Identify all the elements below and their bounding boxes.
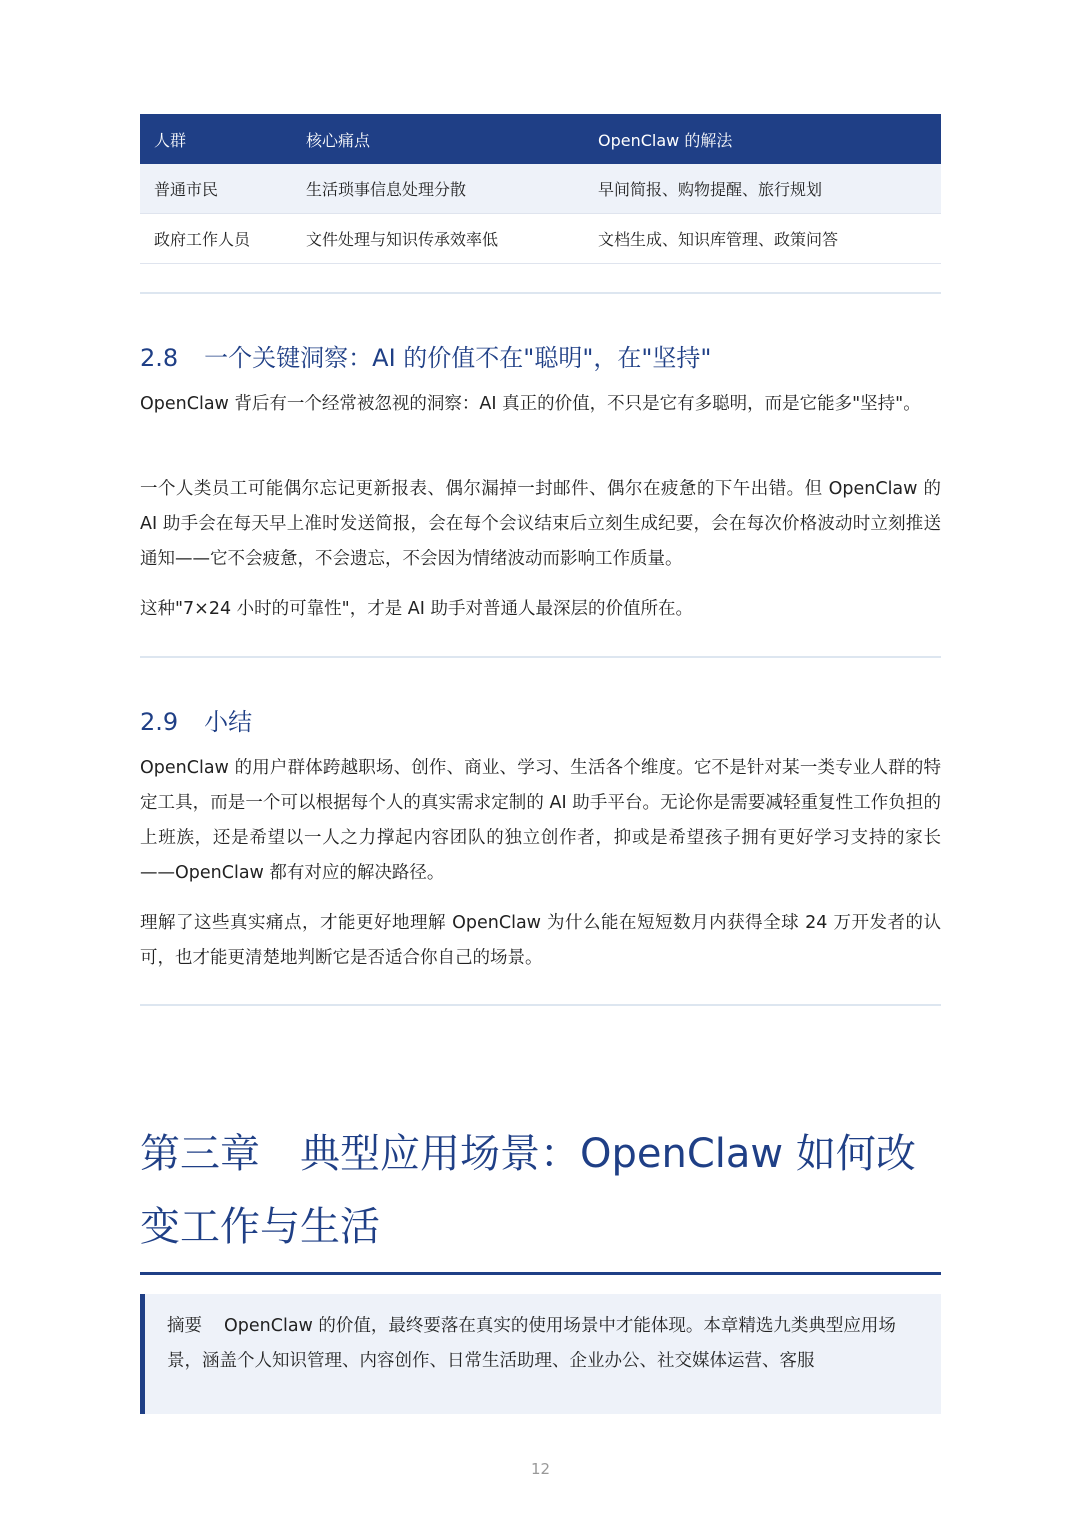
paragraph: OpenClaw 的用户群体跨越职场、创作、商业、学习、生活各个维度。它不是针对某一类专业人群的特定工具，而是一个可以根据每个人的真实需求定制的 AI 助手平台。无论你是需要减轻重复性工作负担的上班族，还是希望以一人之力撑起内容团队的独立创作者，抑或是希望孩子拥有更好学习支持的家长——OpenClaw 都有对应的解决路径。: [140, 758, 941, 883]
section-heading-2-9: [140, 702, 252, 737]
section-title: 一个关键洞察：AI 的价值不在"聪明"，在"坚持": [204, 344, 712, 372]
abstract-label: 摘要: [167, 1316, 202, 1336]
section-divider: [140, 1004, 941, 1006]
page-number: 12: [530, 1460, 551, 1478]
paragraph: OpenClaw 背后有一个经常被忽视的洞察：AI 真正的价值，不只是它有多聪明，而是它能多"坚持"。: [140, 394, 921, 414]
table-cell: 文件处理与知识传承效率低: [306, 230, 499, 249]
table-cell: 文档生成、知识库管理、政策问答: [598, 230, 839, 249]
chapter-heading: [140, 1118, 941, 1264]
section-heading-2-8: [140, 338, 711, 373]
table-header-row: [140, 114, 941, 164]
chapter-rule: [140, 1272, 941, 1275]
section-title: 小结: [204, 708, 253, 736]
table-header-cell: 人群: [154, 130, 187, 150]
abstract-box: [140, 1294, 941, 1414]
section-number: 2.9: [140, 708, 179, 736]
chapter-number: 第三章: [140, 1131, 260, 1177]
chapter-title: 典型应用场景：OpenClaw 如何改变工作与生活: [140, 1131, 916, 1250]
section-number: 2.8: [140, 344, 179, 372]
paragraph: 这种"7×24 小时的可靠性"，才是 AI 助手对普通人最深层的价值所在。: [140, 599, 693, 619]
table-header-cell: 核心痛点: [306, 130, 371, 150]
table-header-cell: OpenClaw 的解法: [598, 130, 733, 150]
table-cell: 早间简报、购物提醒、旅行规划: [598, 180, 823, 199]
section-divider: [140, 292, 941, 294]
table-row: [140, 164, 941, 214]
paragraph: 一个人类员工可能偶尔忘记更新报表、偶尔漏掉一封邮件、偶尔在疲惫的下午出错。但 OpenClaw 的 AI 助手会在每天早上准时发送简报，会在每个会议结束后立刻生成纪要，会在每次价格波动时立刻推送通知——它不会疲惫，不会遗忘，不会因为情绪波动而影响工作质量。: [140, 479, 941, 569]
table-cell: 普通市民: [154, 180, 219, 199]
table-cell: 政府工作人员: [154, 230, 251, 249]
paragraph: 理解了这些真实痛点，才能更好地理解 OpenClaw 为什么能在短短数月内获得全球 24 万开发者的认可，也才能更清楚地判断它是否适合你自己的场景。: [140, 913, 941, 968]
section-divider: [140, 656, 941, 658]
table-row: [140, 214, 941, 264]
audience-table: [140, 114, 941, 264]
table-cell: 生活琐事信息处理分散: [306, 180, 467, 199]
abstract-text: OpenClaw 的价值，最终要落在真实的使用场景中才能体现。本章精选九类典型应用场景，涵盖个人知识管理、内容创作、日常生活助理、企业办公、社交媒体运营、客服: [167, 1316, 896, 1371]
